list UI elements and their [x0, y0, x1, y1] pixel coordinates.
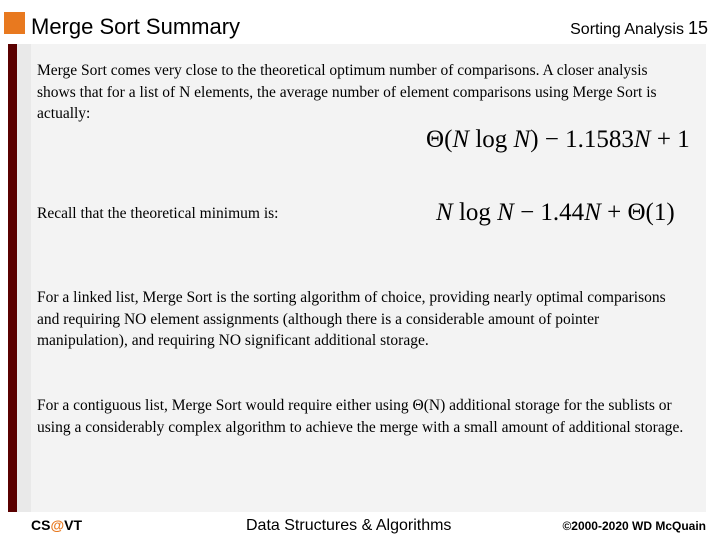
- left-shadow-bar: [17, 44, 31, 512]
- formula2-n1: N: [436, 199, 453, 226]
- formula1-log: log: [475, 126, 508, 153]
- paragraph-contiguous-list: For a contiguous list, Merge Sort would require either using Θ(N) additional storage for the sublists or using a considerably complex algorithm to achieve the merge with a small amount of additional storage.: [37, 397, 684, 436]
- header-section-label: [570, 18, 708, 39]
- formula1-n1: N: [452, 126, 470, 153]
- title-accent-square: [4, 12, 25, 34]
- formula1-n2: N: [513, 126, 531, 153]
- formula2-minus-coef: − 1.44: [513, 199, 585, 226]
- formula1-n3: N: [633, 126, 651, 153]
- formula1-close-minus: ) − 1.1583: [530, 126, 634, 153]
- formula-theoretical-minimum: [436, 199, 675, 227]
- page-number: 15: [687, 18, 708, 38]
- formula1-theta: Θ: [426, 126, 445, 153]
- formula2-plus-theta: + Θ(1): [600, 199, 675, 226]
- paragraph-theoretical-minimum: Recall that the theoretical minimum is:: [37, 205, 279, 222]
- section-name: Sorting Analysis: [570, 21, 684, 38]
- footer-at: @: [50, 517, 65, 533]
- formula-average-comparisons: [426, 126, 690, 154]
- footer-vt: VT: [64, 517, 82, 533]
- formula2-n3: N: [584, 199, 601, 226]
- formula1-open: (: [444, 126, 453, 153]
- paragraph-linked-list: For a linked list, Merge Sort is the sorting algorithm of choice, providing nearly optimal comparisons and requiring NO element assignments (although there is a considerable amount of pointer manipulation), and requiring NO significant additional storage.: [37, 289, 666, 349]
- slide-title: Merge Sort Summary: [31, 14, 241, 39]
- footer-course-title: Data Structures & Algorithms: [246, 517, 452, 534]
- footer-course-label: [31, 517, 82, 533]
- footer-copyright: ©2000-2020 WD McQuain: [562, 519, 706, 533]
- paragraph-merge-sort-comparisons: Merge Sort comes very close to the theoretical optimum number of comparisons. A closer analysis shows that for a list of N elements, the average number of element comparisons using Merge Sort is actually:: [37, 62, 657, 122]
- formula1-plus-one: + 1: [650, 126, 690, 153]
- formula2-log: log: [458, 199, 491, 226]
- left-accent-bar: [8, 44, 17, 512]
- footer-cs: CS: [31, 517, 51, 533]
- formula2-n2: N: [497, 199, 514, 226]
